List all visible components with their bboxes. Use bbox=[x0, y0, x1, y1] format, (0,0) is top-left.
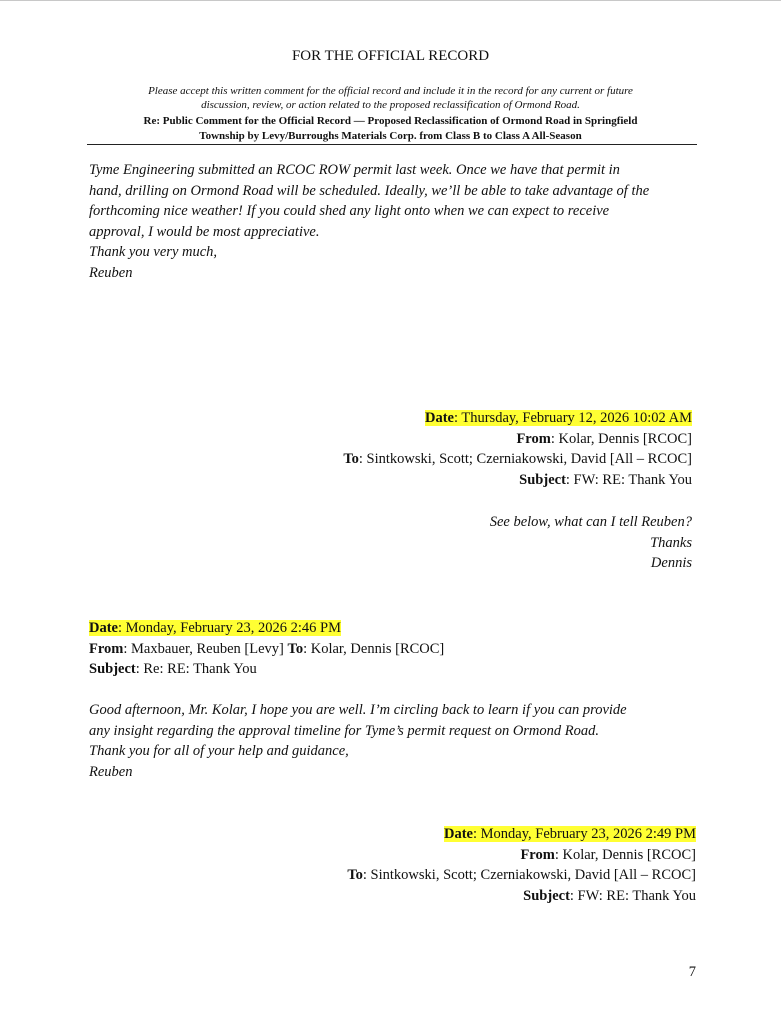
body-line: hand, drilling on Ormond Road will be scheduled. Ideally, we’ll be able to take advantage of the bbox=[89, 182, 650, 199]
email-from bbox=[347, 845, 696, 866]
to-label: To bbox=[343, 451, 359, 468]
email-to bbox=[343, 449, 692, 470]
body-line: Reuben bbox=[89, 763, 133, 780]
from-value: : Maxbauer, Reuben [Levy] bbox=[123, 640, 288, 657]
re-line: Township by Levy/Burroughs Materials Corp. from Class B to Class A All-Season bbox=[199, 130, 582, 142]
page-top-border bbox=[0, 0, 781, 1]
email-subject bbox=[343, 470, 692, 491]
body-line: See below, what can I tell Reuben? bbox=[489, 514, 692, 530]
email-subject bbox=[347, 886, 696, 907]
body-line: approval, I would be most appreciative. bbox=[89, 223, 320, 240]
record-request-note bbox=[90, 84, 691, 112]
subject-value: : FW: RE: Thank You bbox=[565, 471, 692, 488]
email-from-to bbox=[89, 639, 444, 660]
to-value: : Kolar, Dennis [RCOC] bbox=[303, 640, 445, 657]
email-date bbox=[343, 408, 692, 429]
from-label: From bbox=[89, 640, 124, 657]
to-value: : Sintkowski, Scott; Czerniakowski, David [All – RCOC] bbox=[358, 451, 692, 468]
email-to bbox=[347, 865, 696, 886]
body-line: Good afternoon, Mr. Kolar, I hope you are well. I’m circling back to learn if you can provide bbox=[89, 702, 627, 718]
body-line: any insight regarding the approval timeline for Tyme’s permit request on Ormond Road. bbox=[89, 722, 600, 739]
date-highlight bbox=[425, 410, 692, 426]
from-label: From bbox=[520, 846, 555, 863]
body-line: Reuben bbox=[89, 264, 133, 281]
subject-label: Subject bbox=[519, 471, 566, 488]
header-divider bbox=[87, 144, 697, 145]
body-line: Dennis bbox=[650, 555, 692, 572]
message-body-maxbauer-feb23 bbox=[89, 700, 627, 782]
email-header-kolar-feb12 bbox=[343, 408, 692, 490]
subject-value: : Re: RE: Thank You bbox=[135, 661, 257, 678]
subject-label: Subject bbox=[89, 661, 136, 678]
body-line: Tyme Engineering submitted an RCOC ROW permit last week. Once we have that permit in bbox=[89, 162, 620, 178]
email-subject bbox=[89, 659, 444, 680]
re-subject-line bbox=[90, 114, 691, 144]
document-title: FOR THE OFFICIAL RECORD bbox=[291, 48, 490, 64]
email-date bbox=[347, 824, 696, 845]
to-label: To bbox=[347, 867, 363, 884]
re-line: Re: Public Comment for the Official Record — Proposed Reclassification of Ormond Road in Springfield bbox=[143, 115, 638, 127]
email-header-maxbauer-feb23 bbox=[89, 618, 444, 680]
date-highlight bbox=[444, 826, 696, 842]
from-value: : Kolar, Dennis [RCOC] bbox=[550, 430, 692, 447]
from-value: : Kolar, Dennis [RCOC] bbox=[554, 846, 696, 863]
body-line: Thanks bbox=[650, 534, 692, 551]
date-value: : Thursday, February 12, 2026 10:02 AM bbox=[453, 410, 692, 426]
date-label: Date bbox=[89, 620, 118, 636]
date-label: Date bbox=[424, 410, 454, 426]
message-body-kolar-feb12 bbox=[490, 512, 692, 574]
date-value: : Monday, February 23, 2026 2:46 PM bbox=[118, 620, 341, 636]
body-line: Thank you very much, bbox=[89, 244, 218, 261]
message-body-reuben-1 bbox=[89, 160, 649, 284]
page-number: 7 bbox=[688, 964, 696, 980]
note-line: discussion, review, or action related to the proposed reclassification of Ormond Road. bbox=[201, 99, 580, 111]
from-label: From bbox=[516, 430, 551, 447]
date-highlight bbox=[89, 620, 341, 636]
to-label: To bbox=[287, 640, 304, 657]
body-line: Thank you for all of your help and guidance, bbox=[89, 743, 349, 760]
date-value: : Monday, February 23, 2026 2:49 PM bbox=[473, 826, 696, 842]
note-line: Please accept this written comment for the official record and include it in the record for any current or future bbox=[148, 85, 633, 97]
date-label: Date bbox=[444, 826, 473, 842]
subject-label: Subject bbox=[523, 887, 570, 904]
to-value: : Sintkowski, Scott; Czerniakowski, David [All – RCOC] bbox=[362, 867, 696, 884]
body-line: forthcoming nice weather! If you could shed any light onto when we can expect to receive bbox=[89, 203, 610, 220]
email-header-kolar-feb23 bbox=[347, 824, 696, 906]
subject-value: : FW: RE: Thank You bbox=[569, 887, 696, 904]
email-from bbox=[343, 429, 692, 450]
email-date bbox=[89, 618, 444, 639]
